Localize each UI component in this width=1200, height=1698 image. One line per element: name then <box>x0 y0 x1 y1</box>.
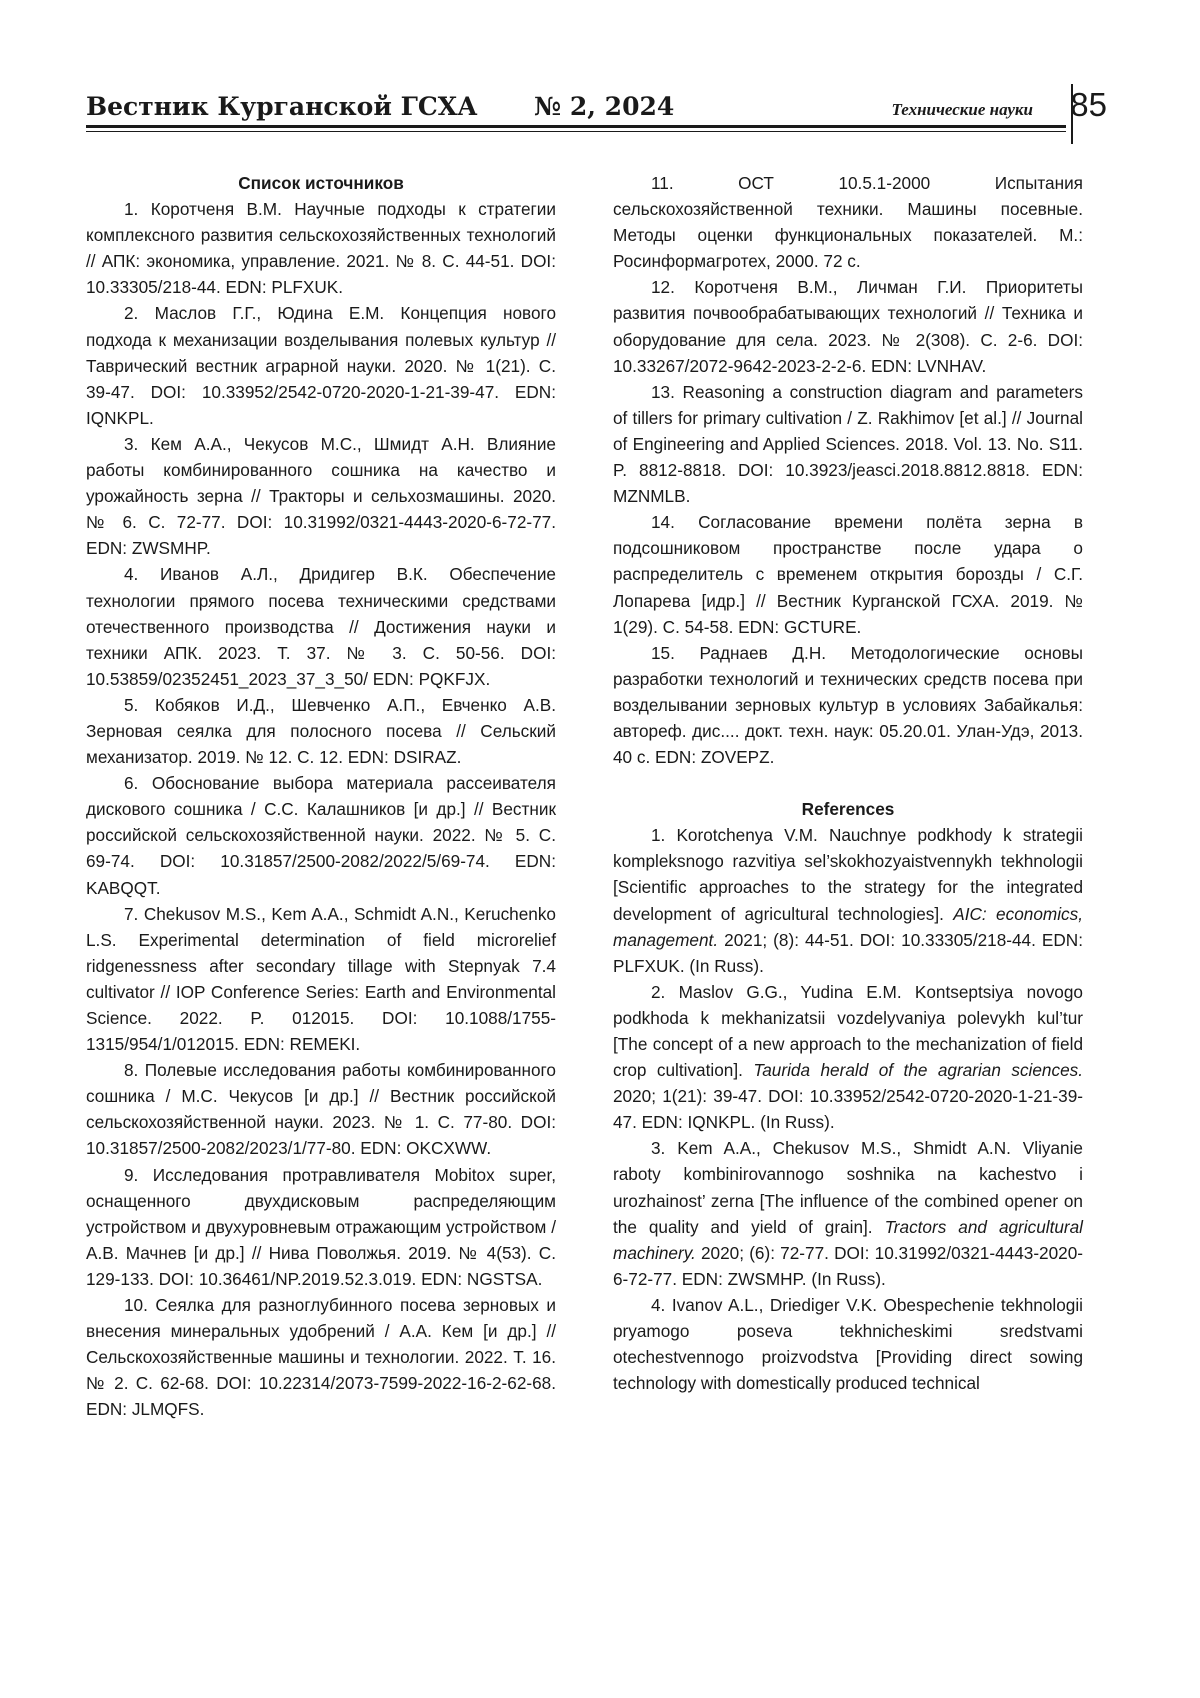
header-rule-thick <box>86 125 1066 128</box>
source-item: 9. Исследования протравливателя Mobitox super, оснащенного двухдисковым распределяющим устройством и двухуровневым отражающим устройством / А.В. Мачнев [и др.] // Нива Поволжья. 2019. № 4(53). С. 129-133. DOI: 10.36461/NP.2019.52.3.019. EDN: NGSTSA. <box>86 1162 556 1292</box>
page <box>0 0 1200 1698</box>
journal-name: Taurida herald of the agrarian sciences. <box>753 1060 1083 1080</box>
source-item: 14. Согласование времени полёта зерна в подсошниковом пространстве после удара о распределитель с временем открытия борозды / С.Г. Лопарева [идр.] // Вестник Курганской ГСХА. 2019. № 1(29). С. 54-58. EDN: GCTURE. <box>613 509 1083 639</box>
source-item: 5. Кобяков И.Д., Шевченко А.П., Евченко А.В. Зерновая сеялка для полосного посева // Сельский механизатор. 2019. № 12. С. 12. EDN: DSIRAZ. <box>86 692 556 770</box>
source-item: 12. Коротченя В.М., Личман Г.И. Приоритеты развития почвообрабатывающих технологий // Техника и оборудование для села. 2023. № 2(308). С. 2-6. DOI: 10.33267/2072-9642-2023-2-2-6. EDN: LVNHAV. <box>613 274 1083 378</box>
journal-name: Tractors and agricultural machinery. <box>613 1217 1083 1263</box>
journal-name: AIC: economics, management. <box>613 904 1083 950</box>
reference-item: 3. Kem A.A., Chekusov M.S., Shmidt A.N. Vliyanie raboty kombinirovannogo soshnika na kachestvo i urozhainost’ zerna [The influence of the combined opener on the quality and yield of grain]. Tractors and agricultural machinery. 2020; (6): 72-77. DOI: 10.31992/0321-4443-2020-6-72-77. EDN: ZWSMHP. (In Russ). <box>613 1135 1083 1292</box>
source-item: 2. Маслов Г.Г., Юдина Е.М. Концепция нового подхода к механизации возделывания полевых культур // Таврический вестник аграрной науки. 2020. № 1(21). С. 39-47. DOI: 10.33952/2542-0720-2020-1-21-39-47. EDN: IQNKPL. <box>86 300 556 430</box>
references-title: References <box>613 796 1083 822</box>
reference-item: 1. Korotchenya V.M. Nauchnye podkhody k strategii kompleksnogo razvitiya sel’skokhozyaistvennykh tekhnologii [Scientific approaches to the strategy for the integrated development of agricultural technologies]. AIC: economics, management. 2021; (8): 44-51. DOI: 10.33305/218-44. EDN: PLFXUK. (In Russ). <box>613 822 1083 979</box>
issue-number: № 2, 2024 <box>534 92 674 121</box>
section-gap <box>613 770 1083 796</box>
right-column <box>613 170 1083 1396</box>
source-item: 13. Reasoning a construction diagram and parameters of tillers for primary cultivation / Z. Rakhimov [et al.] // Journal of Engineering and Applied Sciences. 2018. Vol. 13. No. S11. P. 8812-8818. DOI: 10.3923/jeasci.2018.8812.8818. EDN: MZNMLB. <box>613 379 1083 509</box>
source-item: 15. Раднаев Д.Н. Методологические основы разработки технологий и технических средств посева при возделывании зерновых культур в условиях Забайкалья: автореф. дис.... докт. техн. наук: 05.20.01. Улан-Удэ, 2013. 40 с. EDN: ZOVEPZ. <box>613 640 1083 770</box>
left-column <box>86 170 556 1423</box>
sources-title: Список источников <box>86 170 556 196</box>
reference-item: 4. Ivanov A.L., Driediger V.K. Obespechenie tekhnologii pryamogo poseva tekhnicheskimi sredstvami otechestvennogo proizvodstva [Providing direct sowing technology with domestically produced technical <box>613 1292 1083 1396</box>
source-item: 10. Сеялка для разноглубинного посева зерновых и внесения минеральных удобрений / А.А. Кем [и др.] // Сельскохозяйственные машины и технологии. 2022. Т. 16. № 2. С. 62-68. DOI: 10.22314/2073-7599-2022-16-2-62-68. EDN: JLMQFS. <box>86 1292 556 1422</box>
header-divider <box>1071 84 1073 144</box>
source-item: 7. Chekusov M.S., Kem A.A., Schmidt A.N., Keruchenko L.S. Experimental determination of field microrelief ridgenessness after secondary tillage with Stepnyak 7.4 cultivator // IOP Conference Series: Earth and Environmental Science. 2022. P. 012015. DOI: 10.1088/1755-1315/954/1/012015. EDN: REMEKI. <box>86 901 556 1058</box>
source-item: 8. Полевые исследования работы комбинированного сошника / М.С. Чекусов [и др.] // Вестник российской сельскохозяйственной науки. 2023. № 1. С. 77-80. DOI: 10.31857/2500-2082/2023/1/77-80. EDN: OKCXWW. <box>86 1057 556 1161</box>
source-item: 1. Коротченя В.М. Научные подходы к стратегии комплексного развития сельскохозяйственных технологий // АПК: экономика, управление. 2021. № 8. С. 44-51. DOI: 10.33305/218-44. EDN: PLFXUK. <box>86 196 556 300</box>
source-item: 6. Обоснование выбора материала рассеивателя дискового сошника / С.С. Калашников [и др.] // Вестник российской сельскохозяйственной науки. 2022. № 5. С. 69-74. DOI: 10.31857/2500-2082/2022/5/69-74. EDN: KABQQT. <box>86 770 556 900</box>
page-number: 85 <box>1070 86 1107 124</box>
header-rule-thin <box>86 131 1066 132</box>
source-item: 3. Кем А.А., Чекусов М.С., Шмидт А.Н. Влияние работы комбинированного сошника на качество и урожайность зерна // Тракторы и сельхозмашины. 2020. № 6. С. 72-77. DOI: 10.31992/0321-4443-2020-6-72-77. EDN: ZWSMHP. <box>86 431 556 561</box>
source-item: 11. ОСТ 10.5.1-2000 Испытания сельскохозяйственной техники. Машины посевные. Методы оценки функциональных показателей. М.: Росинформагротех, 2000. 72 с. <box>613 170 1083 274</box>
journal-title: Вестник Курганской ГСХА <box>86 92 478 121</box>
reference-item: 2. Maslov G.G., Yudina E.M. Kontseptsiya novogo podkhoda k mekhanizatsii vozdelyvaniya polevykh kul’tur [The concept of a new approach to the mechanization of field crop cultivation]. Taurida herald of the agrarian sciences. 2020; 1(21): 39-47. DOI: 10.33952/2542-0720-2020-1-21-39-47. EDN: IQNKPL. (In Russ). <box>613 979 1083 1136</box>
source-item: 4. Иванов А.Л., Дридигер В.К. Обеспечение технологии прямого посева техническими средствами отечественного производства // Достижения науки и техники АПК. 2023. Т. 37. № 3. С. 50-56. DOI: 10.53859/02352451_2023_37_3_50/ EDN: PQKFJX. <box>86 561 556 691</box>
section-name: Технические науки <box>892 100 1033 120</box>
